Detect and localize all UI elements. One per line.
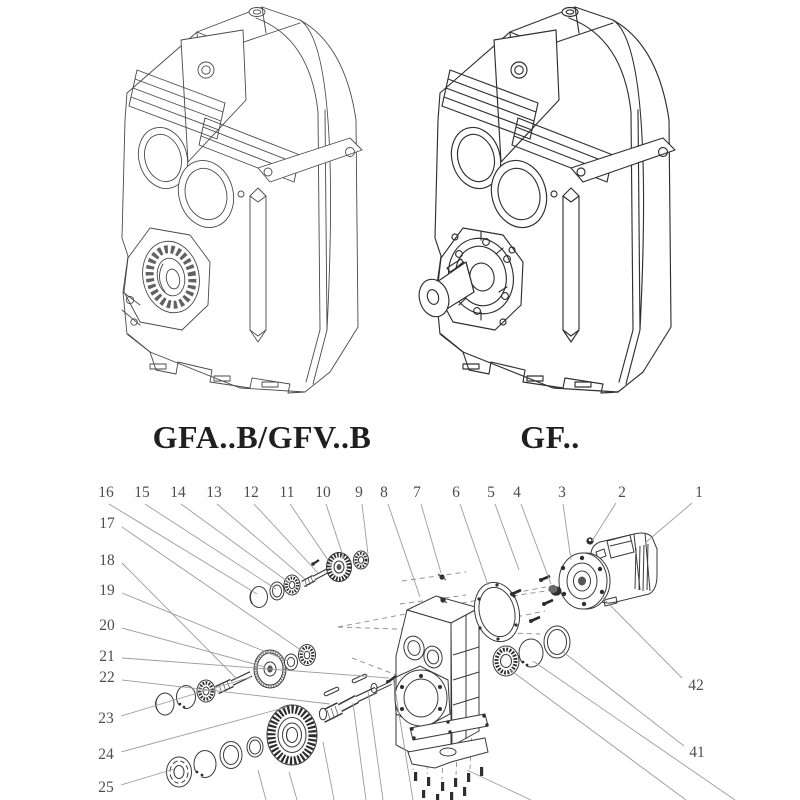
ball-bearing-small bbox=[284, 575, 300, 595]
callout-number-10: 10 bbox=[315, 484, 331, 501]
bottom-cover-assembly bbox=[408, 714, 489, 800]
callout-number-24: 24 bbox=[98, 746, 114, 763]
leader-line-3 bbox=[563, 504, 571, 560]
bearing-washer bbox=[354, 551, 369, 569]
end-cap bbox=[250, 587, 268, 608]
leader-line-7 bbox=[421, 504, 441, 573]
leader-line-20 bbox=[122, 628, 265, 667]
exit-leader-line-6 bbox=[509, 669, 686, 800]
leader-line-8 bbox=[388, 504, 420, 597]
exit-leader-line-1 bbox=[289, 772, 297, 800]
callout-number-16: 16 bbox=[98, 484, 114, 501]
roller-bearing bbox=[197, 680, 215, 702]
intermediate-shaft-row bbox=[156, 645, 316, 716]
callout-number-12: 12 bbox=[243, 484, 259, 501]
callout-number-17: 17 bbox=[99, 515, 115, 532]
model-label-shaft-mounted: GFA..B/GFV..B bbox=[152, 419, 372, 455]
callout-number-2: 2 bbox=[618, 484, 626, 501]
leader-line-13 bbox=[217, 504, 305, 579]
leader-line-1 bbox=[645, 503, 692, 543]
callout-number-6: 6 bbox=[452, 484, 460, 501]
leader-line-42 bbox=[602, 597, 682, 678]
leader-line-10 bbox=[326, 504, 344, 559]
motor bbox=[559, 533, 657, 609]
callout-number-23: 23 bbox=[98, 710, 114, 727]
output-flange-shaft bbox=[415, 228, 523, 330]
callout-number-9: 9 bbox=[355, 484, 363, 501]
callout-number-11: 11 bbox=[279, 484, 295, 501]
callout-number-14: 14 bbox=[170, 484, 186, 501]
leader-line-4 bbox=[521, 504, 551, 584]
callout-number-25: 25 bbox=[98, 779, 114, 796]
leader-line-11 bbox=[290, 504, 332, 566]
exploded-view bbox=[98, 484, 735, 800]
gearbox-drawing-solid-shaft bbox=[415, 7, 675, 393]
leader-line-5 bbox=[495, 504, 519, 570]
roller-bearing bbox=[299, 645, 316, 666]
washer bbox=[285, 654, 298, 670]
callout-number-8: 8 bbox=[380, 484, 388, 501]
input-gear bbox=[327, 553, 352, 582]
callout-number-41: 41 bbox=[689, 744, 705, 761]
leader-line-23 bbox=[121, 677, 251, 716]
rib-post bbox=[250, 188, 266, 342]
callout-number-3: 3 bbox=[558, 484, 566, 501]
callout-number-13: 13 bbox=[206, 484, 222, 501]
input-pinion-shaft bbox=[303, 570, 329, 587]
exit-leader-line-8 bbox=[467, 770, 531, 800]
callout-number-19: 19 bbox=[99, 582, 115, 599]
output-bearing bbox=[493, 646, 519, 676]
circlip bbox=[519, 639, 543, 667]
callout-number-5: 5 bbox=[487, 484, 495, 501]
callout-number-21: 21 bbox=[99, 648, 115, 665]
rib-post bbox=[563, 188, 579, 342]
circlip bbox=[194, 751, 216, 778]
leader-line-18 bbox=[122, 563, 237, 679]
ball-bearing bbox=[167, 757, 192, 787]
output-shaft bbox=[319, 683, 391, 720]
leader-line-16 bbox=[109, 504, 257, 594]
hollow-shaft-bore bbox=[124, 228, 210, 330]
callout-number-20: 20 bbox=[99, 617, 115, 634]
end-cap bbox=[156, 693, 175, 715]
exit-leader-line-3 bbox=[353, 703, 366, 800]
callout-number-42: 42 bbox=[688, 677, 704, 694]
callout-number-22: 22 bbox=[99, 669, 115, 686]
circlip bbox=[177, 686, 196, 709]
callout-number-7: 7 bbox=[413, 484, 421, 501]
input-shaft-row bbox=[250, 551, 369, 608]
exit-leader-line-0 bbox=[258, 770, 266, 800]
shaft-seal bbox=[544, 626, 570, 658]
key bbox=[326, 689, 337, 694]
setscrew bbox=[311, 560, 319, 566]
callout-number-15: 15 bbox=[134, 484, 150, 501]
mounting-plate bbox=[181, 30, 246, 162]
leader-line-6 bbox=[460, 504, 488, 585]
callout-number-18: 18 bbox=[99, 552, 115, 569]
motor-flange bbox=[559, 553, 610, 609]
gearbox-drawing-shaft-mounted bbox=[122, 7, 362, 393]
cover-bolts bbox=[414, 767, 483, 800]
output-gear bbox=[267, 705, 317, 765]
leader-line-9 bbox=[362, 504, 368, 554]
leader-line-14 bbox=[181, 504, 291, 584]
leader-line-25 bbox=[121, 769, 174, 785]
leader-line-41 bbox=[562, 651, 684, 746]
model-label-solid-shaft: GF.. bbox=[520, 419, 580, 455]
oil-seal bbox=[220, 742, 242, 769]
seal-ring bbox=[270, 582, 284, 600]
exit-leader-line-4 bbox=[368, 691, 383, 800]
key bbox=[354, 676, 365, 681]
intermediate-pinion-shaft bbox=[217, 674, 251, 693]
exit-leader-line-2 bbox=[323, 742, 334, 800]
leader-line-2 bbox=[592, 503, 616, 541]
callout-number-4: 4 bbox=[513, 484, 521, 501]
callout-number-1: 1 bbox=[695, 484, 703, 501]
washer bbox=[247, 737, 263, 757]
leader-line-15 bbox=[145, 504, 276, 589]
exit-leader-line-7 bbox=[533, 661, 735, 800]
mounting-plate bbox=[494, 30, 559, 162]
